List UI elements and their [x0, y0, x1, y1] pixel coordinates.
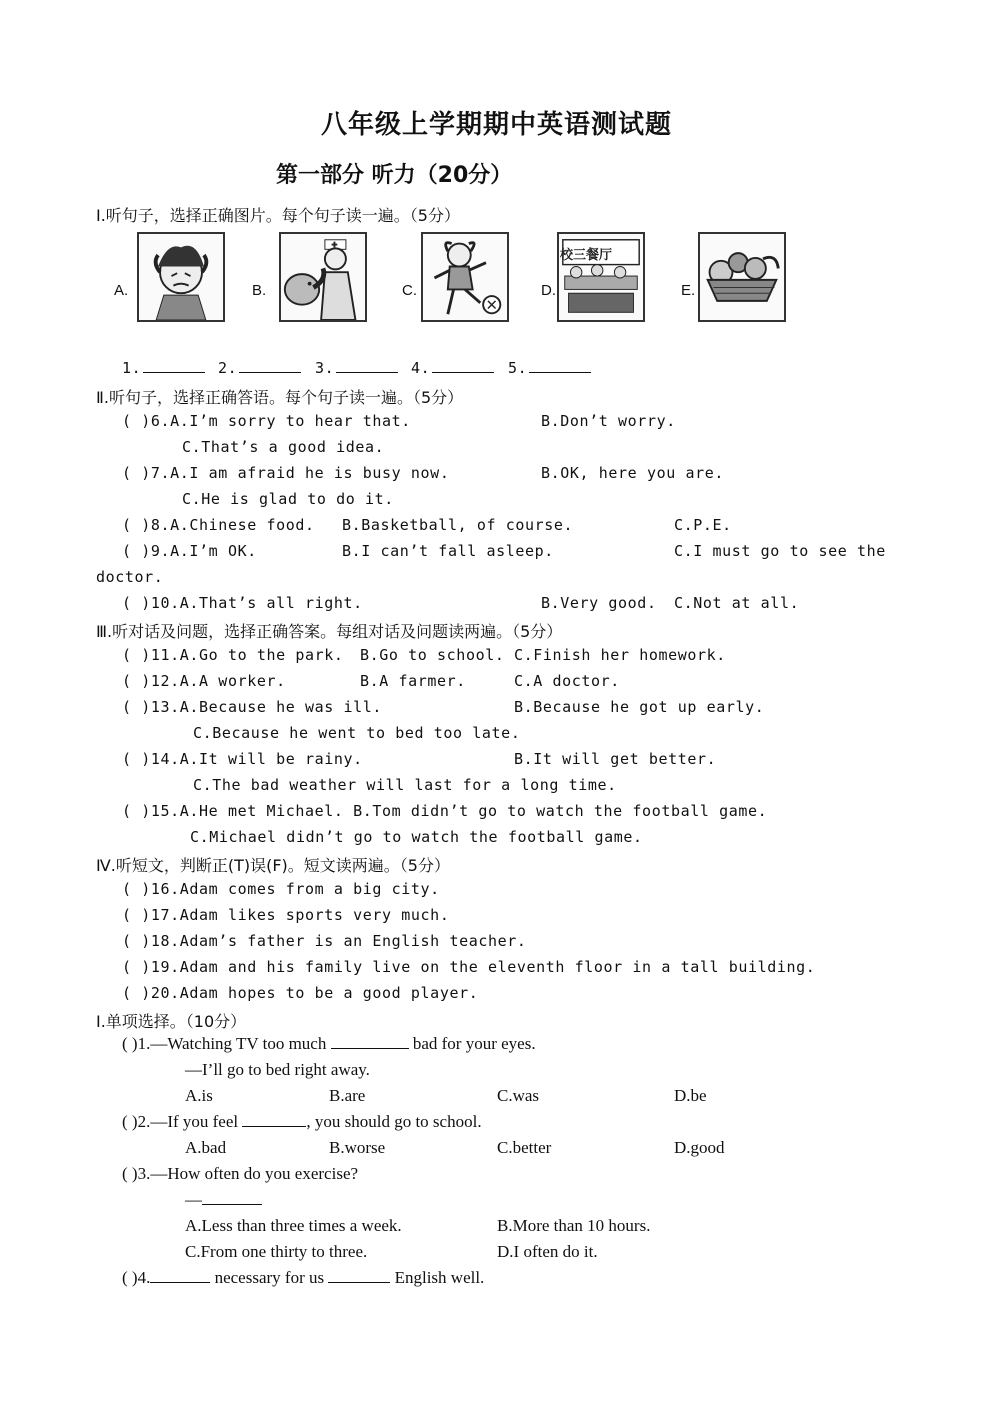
question-line: C.That’s a good idea.	[182, 438, 385, 456]
question-line: B.A farmer.	[360, 672, 466, 690]
section-2-heading: Ⅱ.听句子，选择正确答语。每个句子读一遍。（5分）	[96, 388, 464, 407]
picture-label-b: B.	[252, 282, 267, 299]
page-title: 八年级上学期期中英语测试题	[320, 110, 672, 140]
section-5-heading: Ⅰ.单项选择。（10分）	[96, 1012, 247, 1031]
mc-option: C.better	[497, 1138, 552, 1157]
question-line: C.I must go to see the	[674, 542, 886, 560]
mc-question-2: ( )2.—If you feel , you should go to school.	[122, 1112, 482, 1131]
question-line: ( )11.A.Go to the park.	[122, 646, 344, 664]
mc-blank[interactable]	[328, 1270, 390, 1283]
question-line: ( )13.A.Because he was ill.	[122, 698, 383, 716]
doctor-with-elephant-icon	[279, 232, 367, 322]
mc-blank[interactable]	[242, 1114, 306, 1127]
mc-option: D.good	[674, 1138, 725, 1157]
question-line: ( )7.A.I am afraid he is busy now.	[122, 464, 450, 482]
picture-label-e: E.	[681, 282, 696, 299]
question-line: ( )17.Adam likes sports very much.	[122, 906, 450, 924]
answer-blank-2[interactable]: 2.	[218, 359, 301, 377]
question-line: B.Go to school.	[360, 646, 505, 664]
mc-option: C.From one thirty to three.	[185, 1242, 368, 1261]
question-line: ( )20.Adam hopes to be a good player.	[122, 984, 479, 1002]
answer-blank-3[interactable]: 3.	[315, 359, 398, 377]
question-line: ( )16.Adam comes from a big city.	[122, 880, 440, 898]
mc-option: A.is	[185, 1086, 213, 1105]
mc-option: C.was	[497, 1086, 540, 1105]
mc-answer-line-3: —	[185, 1190, 262, 1210]
mc-blank[interactable]	[331, 1036, 409, 1049]
answer-blank-1[interactable]: 1.	[122, 359, 205, 377]
question-line: ( )19.Adam and his family live on the eleventh floor in a tall building.	[122, 958, 816, 976]
question-line: B.Because he got up early.	[514, 698, 765, 716]
question-line: B.It will get better.	[514, 750, 717, 768]
mc-option: A.bad	[185, 1138, 227, 1157]
answer-blank-5[interactable]: 5.	[508, 359, 591, 377]
mc-question-4: ( )4. necessary for us English well.	[122, 1268, 485, 1287]
canteen-sign-text: 校三餐厅	[560, 248, 613, 263]
section-4-heading: Ⅳ.听短文，判断正(T)误(F)。短文读两遍。（5分）	[96, 856, 450, 875]
mc-option: B.worse	[329, 1138, 386, 1157]
question-line: ( )12.A.A worker.	[122, 672, 286, 690]
question-line: doctor.	[96, 568, 164, 586]
fruit-basket-icon	[698, 232, 786, 322]
mc-reply-1: —I’ll go to bed right away.	[185, 1060, 370, 1079]
question-line: C.Finish her homework.	[514, 646, 726, 664]
picture-label-c: C.	[402, 282, 417, 299]
mc-blank[interactable]	[202, 1192, 262, 1205]
mc-option: A.Less than three times a week.	[185, 1216, 402, 1235]
question-line: C.Michael didn’t go to watch the football game.	[190, 828, 643, 846]
section-3-heading: Ⅲ.听对话及问题，选择正确答案。每组对话及问题读两遍。（5分）	[96, 622, 563, 641]
question-line: C.P.E.	[674, 516, 732, 534]
question-line: C.Not at all.	[674, 594, 800, 612]
mc-option: D.I often do it.	[497, 1242, 598, 1261]
girl-playing-football-icon	[421, 232, 509, 322]
mc-option: B.are	[329, 1086, 366, 1105]
question-line: B.Very good.	[541, 594, 657, 612]
question-line: B.I can’t fall asleep.	[342, 542, 554, 560]
mc-question-3: ( )3.—How often do you exercise?	[122, 1164, 359, 1183]
question-line: C.Because he went to bed too late.	[193, 724, 521, 742]
question-line: ( )18.Adam’s father is an English teacher.	[122, 932, 527, 950]
headache-boy-icon	[137, 232, 225, 322]
question-line: ( )10.A.That’s all right.	[122, 594, 363, 612]
question-line: ( )9.A.I’m OK.	[122, 542, 257, 560]
picture-label-a: A.	[114, 282, 129, 299]
picture-label-d: D.	[541, 282, 556, 299]
answer-blank-4[interactable]: 4.	[411, 359, 494, 377]
question-line: C.He is glad to do it.	[182, 490, 394, 508]
mc-option: D.be	[674, 1086, 707, 1105]
question-line: C.The bad weather will last for a long time.	[193, 776, 617, 794]
question-line: ( )15.A.He met Michael. B.Tom didn’t go to watch the football game.	[122, 802, 768, 820]
mc-option: B.More than 10 hours.	[497, 1216, 651, 1235]
mc-question-1: ( )1.—Watching TV too much bad for your eyes.	[122, 1034, 536, 1053]
question-line: ( )6.A.I’m sorry to hear that.	[122, 412, 411, 430]
question-line: ( )14.A.It will be rainy.	[122, 750, 363, 768]
section-1-heading: Ⅰ.听句子，选择正确图片。每个句子读一遍。（5分）	[96, 206, 460, 225]
mc-blank[interactable]	[150, 1270, 210, 1283]
question-line: B.Don’t worry.	[541, 412, 676, 430]
question-line: C.A doctor.	[514, 672, 620, 690]
question-line: B.Basketball, of course.	[342, 516, 574, 534]
part-title: 第一部分 听力（20分）	[276, 163, 513, 188]
question-line: ( )8.A.Chinese food.	[122, 516, 315, 534]
question-line: B.OK, here you are.	[541, 464, 724, 482]
